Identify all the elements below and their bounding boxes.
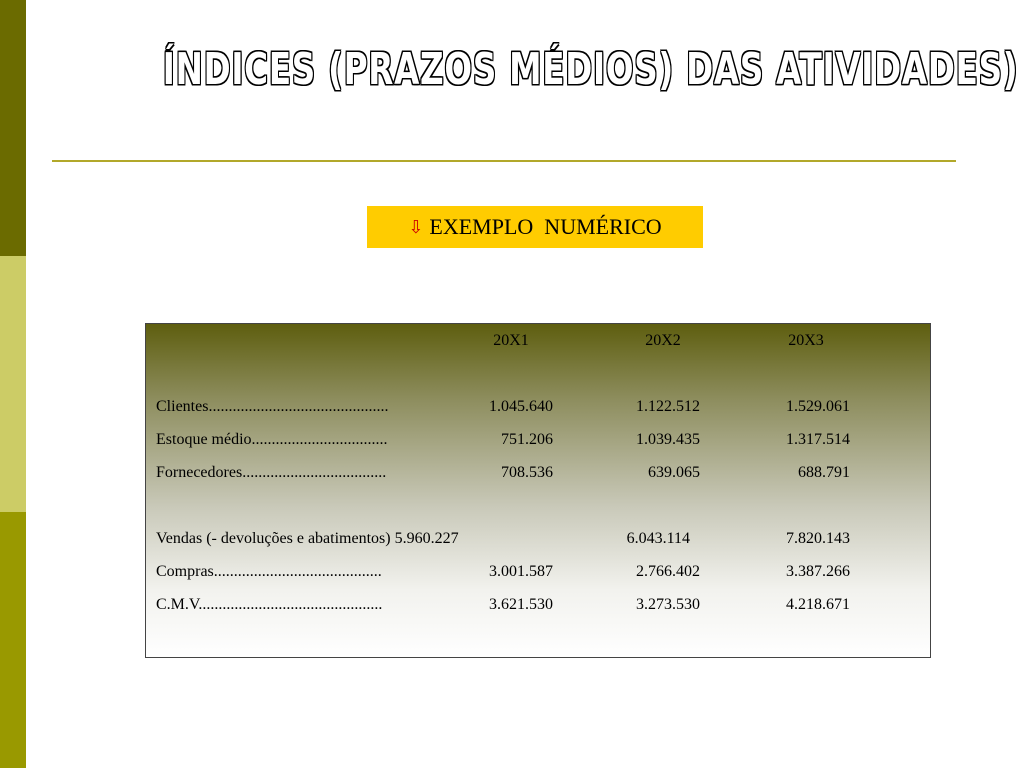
value-estoque-20x3: 1.317.514 (786, 431, 850, 448)
numeric-example-table (145, 323, 931, 658)
value-vendas-20x3: 7.820.143 (786, 530, 850, 547)
value-vendas-20x2: 6.043.114 (626, 530, 690, 547)
row-label-fornecedores: Fornecedores.................................... (156, 464, 387, 481)
value-cmv-20x1: 3.621.530 (489, 596, 553, 613)
down-arrow-icon: ⇩ (408, 216, 424, 238)
value-fornecedores-20x1: 708.536 (501, 464, 553, 481)
row-label-cmv: C.M.V.............................................. (156, 596, 383, 613)
row-label-clientes: Clientes............................................. (156, 398, 389, 415)
example-label: EXEMPLO NUMÉRICO (429, 214, 662, 239)
sidebar-top-band (0, 0, 26, 256)
value-fornecedores-20x3: 688.791 (798, 464, 850, 481)
value-estoque-20x2: 1.039.435 (636, 431, 700, 448)
sidebar-bottom-band (0, 512, 26, 768)
value-compras-20x3: 3.387.266 (786, 563, 850, 580)
value-compras-20x2: 2.766.402 (636, 563, 700, 580)
row-label-estoque-medio: Estoque médio.................................. (156, 431, 388, 448)
row-label-vendas: Vendas (- devoluções e abatimentos) 5.960.227 (156, 530, 459, 547)
column-header-20x2: 20X2 (645, 332, 681, 349)
row-label-compras: Compras.......................................... (156, 563, 382, 580)
column-header-20x1: 20X1 (493, 332, 529, 349)
value-cmv-20x2: 3.273.530 (636, 596, 700, 613)
value-clientes-20x3: 1.529.061 (786, 398, 850, 415)
column-header-20x3: 20X3 (788, 332, 824, 349)
title-divider (52, 160, 956, 162)
sidebar-middle-band (0, 256, 26, 512)
value-estoque-20x1: 751.206 (501, 431, 553, 448)
value-clientes-20x2: 1.122.512 (636, 398, 700, 415)
value-clientes-20x1: 1.045.640 (489, 398, 553, 415)
example-callout (367, 206, 703, 248)
slide-title: ÍNDICES (PRAZOS MÉDIOS) DAS ATIVIDADES) (162, 44, 1019, 95)
value-fornecedores-20x2: 639.065 (648, 464, 700, 481)
value-compras-20x1: 3.001.587 (489, 563, 553, 580)
value-cmv-20x3: 4.218.671 (786, 596, 850, 613)
